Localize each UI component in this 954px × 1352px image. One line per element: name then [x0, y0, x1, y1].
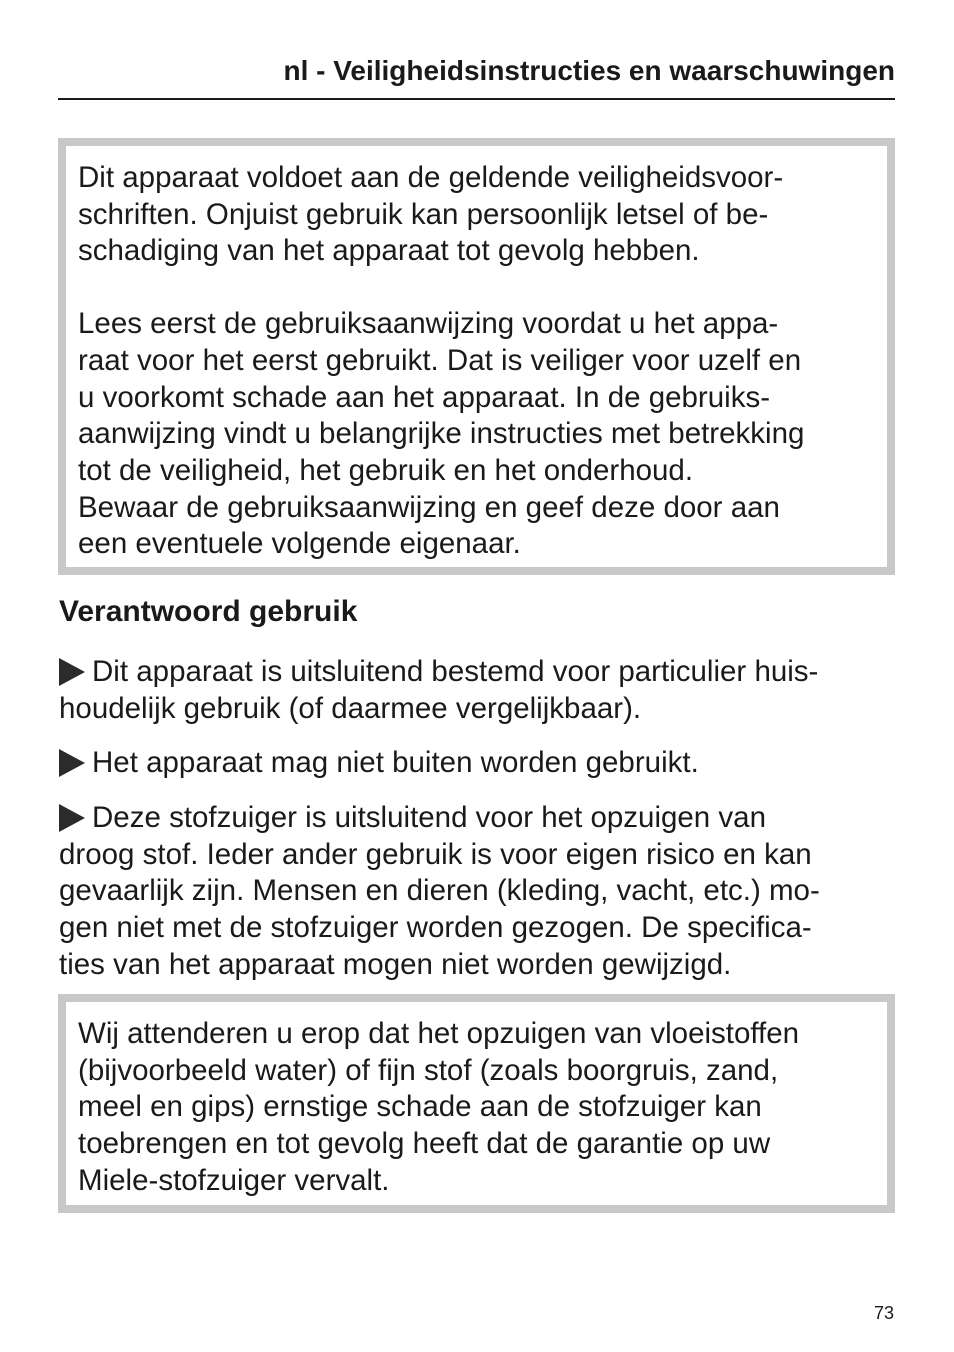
triangle-right-icon [59, 749, 85, 777]
list-item [59, 745, 895, 782]
page-header [58, 54, 895, 100]
list-item-text: Het apparaat mag niet buiten worden gebruikt. [92, 746, 699, 779]
section-title: Verantwoord gebruik [59, 595, 358, 628]
warning-notice-box [58, 994, 895, 1213]
list-item [59, 800, 895, 984]
intro-paragraph-1: Dit apparaat voldoet aan de geldende veiligheidsvoor- schriften. Onjuist gebruik kan persoonlijk letsel of be- schadiging van het apparaat tot gevolg hebben. [78, 161, 784, 268]
page-number: 73 [873, 1303, 894, 1323]
list-item-text: Dit apparaat is uitsluitend bestemd voor particulier huis- houdelijk gebruik (of daarmee vergelijkbaar). [59, 655, 819, 725]
intro-notice-box [58, 138, 895, 575]
triangle-right-icon [59, 804, 85, 832]
list-item [59, 654, 895, 727]
header-title: nl - Veiligheidsinstructies en waarschuwingen [283, 55, 895, 86]
warning-paragraph: Wij attenderen u erop dat het opzuigen van vloeistoffen (bijvoorbeeld water) of fijn stof (zoals boorgruis, zand, meel en gips) ernstige schade aan de stofzuiger kan toebrengen en tot gevolg heeft dat de garantie op uw Miele-stofzuiger vervalt. [78, 1017, 800, 1197]
intro-paragraph-2: Lees eerst de gebruiksaanwijzing voordat u het appa- raat voor het eerst gebruikt. Dat is veiliger voor uzelf en u voorkomt schade aan het apparaat. In de gebruiks- aanwijzing vindt u belangrijke instructies met betrekking tot de veiligheid, het gebruik en het onderhoud. Bewaar de gebruiksaanwijzing en geef deze door aan een eventuele volgende eigenaar. [78, 307, 805, 561]
triangle-right-icon [59, 658, 85, 686]
list-item-text: Deze stofzuiger is uitsluitend voor het opzuigen van droog stof. Ieder ander gebruik is voor eigen risico en kan gevaarlijk zijn. Mensen en dieren (kleding, vacht, etc.) mo- gen niet met de stofzuiger worden gezogen. De specifica- ties van het apparaat mogen niet worden gewijzigd. [59, 801, 820, 981]
